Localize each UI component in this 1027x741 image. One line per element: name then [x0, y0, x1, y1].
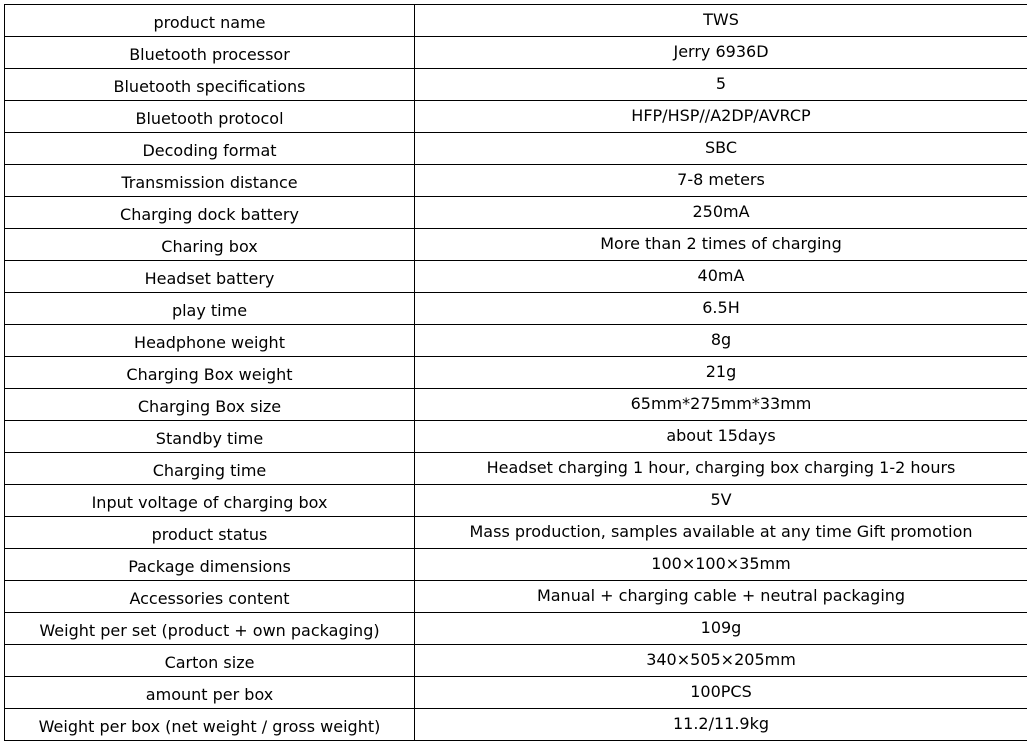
- table-row: [5, 613, 1027, 645]
- spec-label-cell: Input voltage of charging box: [5, 485, 415, 517]
- spec-label-cell: Carton size: [5, 645, 415, 677]
- table-row: [5, 325, 1027, 357]
- spec-value-cell: 8g: [415, 325, 1027, 357]
- table-row: [5, 293, 1027, 325]
- spec-label-cell: Headphone weight: [5, 325, 415, 357]
- spec-value-cell: Mass production, samples available at any time Gift promotion: [415, 517, 1027, 549]
- spec-label-cell: Package dimensions: [5, 549, 415, 581]
- spec-value-cell: More than 2 times of charging: [415, 229, 1027, 261]
- spec-value-cell: 5V: [415, 485, 1027, 517]
- table-row: [5, 133, 1027, 165]
- spec-value-cell: 5: [415, 69, 1027, 101]
- table-row: [5, 101, 1027, 133]
- spec-value-cell: 65mm*275mm*33mm: [415, 389, 1027, 421]
- spec-label-cell: Standby time: [5, 421, 415, 453]
- table-row: [5, 357, 1027, 389]
- spec-label-cell: amount per box: [5, 677, 415, 709]
- table-row: [5, 517, 1027, 549]
- spec-label-cell: Charging dock battery: [5, 197, 415, 229]
- spec-value-cell: 11.2/11.9kg: [415, 709, 1027, 741]
- spec-label-cell: Headset battery: [5, 261, 415, 293]
- spec-label-cell: product name: [5, 5, 415, 37]
- table-row: [5, 549, 1027, 581]
- spec-value-cell: SBC: [415, 133, 1027, 165]
- spec-label-cell: Weight per set (product + own packaging): [5, 613, 415, 645]
- spec-value-cell: 6.5H: [415, 293, 1027, 325]
- spec-value-cell: about 15days: [415, 421, 1027, 453]
- table-row: [5, 69, 1027, 101]
- spec-label-cell: Charing box: [5, 229, 415, 261]
- spec-value-cell: 250mA: [415, 197, 1027, 229]
- spec-label-cell: play time: [5, 293, 415, 325]
- spec-label-cell: Bluetooth specifications: [5, 69, 415, 101]
- table-row: [5, 709, 1027, 741]
- table-row: [5, 37, 1027, 69]
- table-row: [5, 645, 1027, 677]
- table-row: [5, 389, 1027, 421]
- spec-value-cell: 21g: [415, 357, 1027, 389]
- spec-label-cell: Weight per box (net weight / gross weight): [5, 709, 415, 741]
- spec-label-cell: Transmission distance: [5, 165, 415, 197]
- spec-value-cell: 40mA: [415, 261, 1027, 293]
- table-row: [5, 165, 1027, 197]
- spec-value-cell: 109g: [415, 613, 1027, 645]
- spec-table-body: [5, 5, 1027, 741]
- spec-value-cell: HFP/HSP//A2DP/AVRCP: [415, 101, 1027, 133]
- table-row: [5, 197, 1027, 229]
- spec-value-cell: 340×505×205mm: [415, 645, 1027, 677]
- spec-value-cell: 100×100×35mm: [415, 549, 1027, 581]
- spec-value-cell: 7-8 meters: [415, 165, 1027, 197]
- table-row: [5, 5, 1027, 37]
- table-row: [5, 261, 1027, 293]
- table-row: [5, 453, 1027, 485]
- spec-label-cell: Bluetooth protocol: [5, 101, 415, 133]
- table-row: [5, 677, 1027, 709]
- spec-label-cell: Accessories content: [5, 581, 415, 613]
- table-row: [5, 421, 1027, 453]
- spec-value-cell: Manual + charging cable + neutral packaging: [415, 581, 1027, 613]
- spec-label-cell: Charging Box size: [5, 389, 415, 421]
- spec-label-cell: product status: [5, 517, 415, 549]
- spec-value-cell: 100PCS: [415, 677, 1027, 709]
- table-row: [5, 485, 1027, 517]
- table-row: [5, 229, 1027, 261]
- spec-value-cell: Jerry 6936D: [415, 37, 1027, 69]
- spec-value-cell: Headset charging 1 hour, charging box charging 1-2 hours: [415, 453, 1027, 485]
- spec-value-cell: TWS: [415, 5, 1027, 37]
- spec-label-cell: Charging time: [5, 453, 415, 485]
- spec-label-cell: Decoding format: [5, 133, 415, 165]
- spec-table: [4, 4, 1027, 741]
- spec-label-cell: Charging Box weight: [5, 357, 415, 389]
- table-row: [5, 581, 1027, 613]
- spec-label-cell: Bluetooth processor: [5, 37, 415, 69]
